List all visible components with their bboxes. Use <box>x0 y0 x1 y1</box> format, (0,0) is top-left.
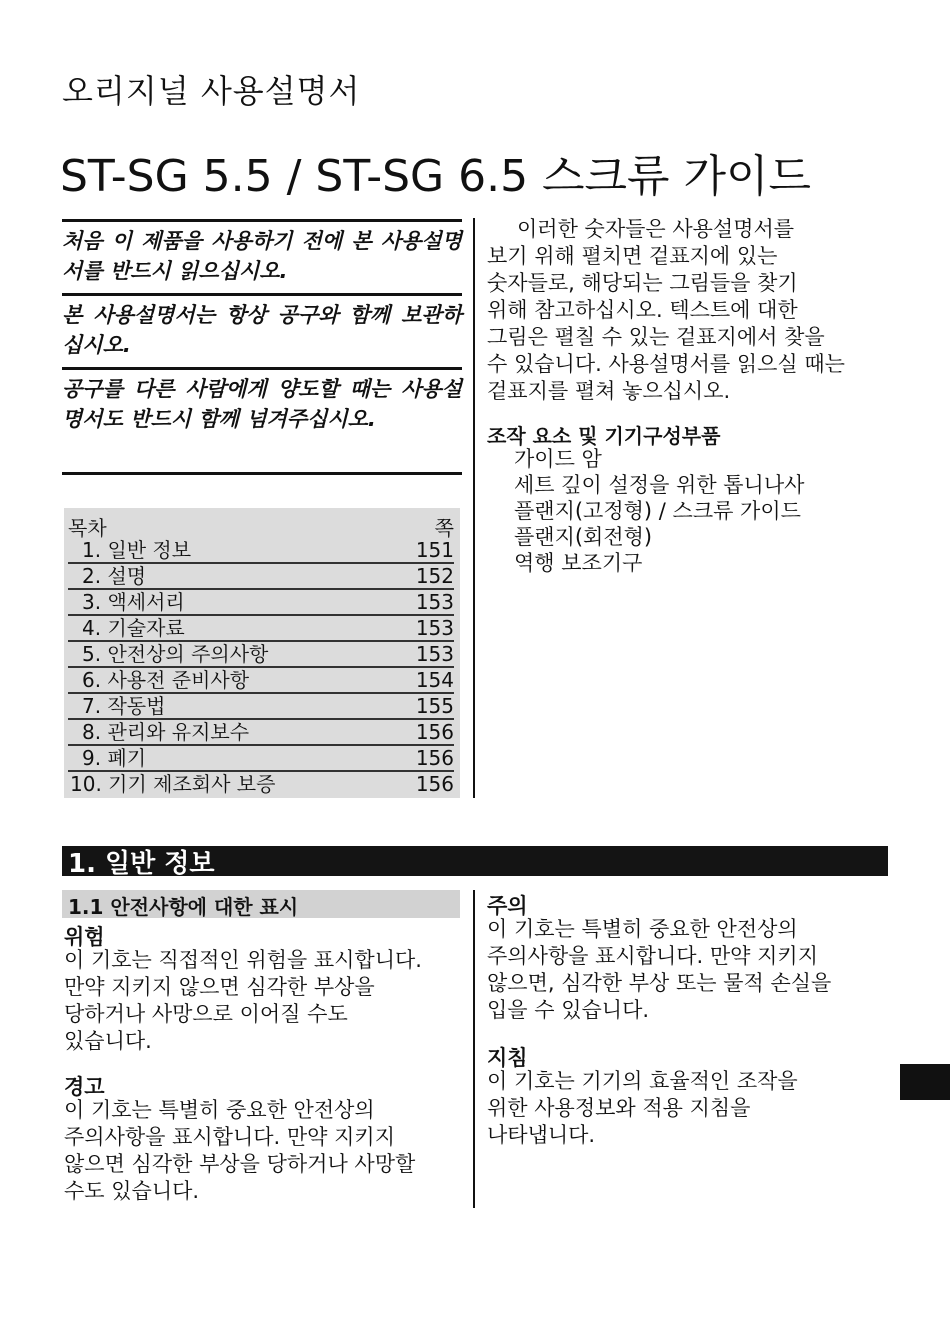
text-line: 주의사항을 표시합니다. 만약 지키지 <box>64 1125 395 1149</box>
notice-hand-over: 공구를 다른 사람에게 양도할 때는 사용설명서도 반드시 함께 넘겨주십시오. <box>62 377 462 431</box>
page-title: ST-SG 5.5 / ST-SG 6.5 스크류 가이드 <box>60 151 812 202</box>
danger-heading: 위험 <box>64 925 105 949</box>
text-line: 수도 있습니다. <box>64 1179 200 1203</box>
intro-line: 수 있습니다. 사용설명서를 읽으실 때는 <box>487 352 845 376</box>
list-item: 세트 깊이 설정을 위한 톱니나사 <box>514 473 805 497</box>
notice-keep-with-tool: 본 사용설명서는 항상 공구와 함께 보관하십시오. <box>62 303 462 357</box>
toc-row-page: 152 <box>415 564 454 588</box>
text-line: 않으면, 심각한 부상 또는 물적 손실을 <box>487 971 832 995</box>
text-line: 만약 지키지 않으면 심각한 부상을 <box>64 975 375 999</box>
divider <box>62 367 462 370</box>
thumb-index-tab <box>900 1064 950 1100</box>
toc-row[interactable] <box>68 564 454 590</box>
column-divider <box>473 890 475 1208</box>
list-item: 플랜지(회전형) <box>514 525 653 549</box>
text-line: 주의사항을 표시합니다. 만약 지키지 <box>487 944 818 968</box>
toc-row-label: 7. 작동법 <box>82 694 166 718</box>
column-divider <box>473 218 475 798</box>
warning-heading: 경고 <box>64 1075 105 1099</box>
notice-read-first: 처음 이 제품을 사용하기 전에 본 사용설명서를 반드시 읽으십시오. <box>62 229 462 283</box>
warning-text <box>64 1097 415 1205</box>
section-title: 1. 일반 정보 <box>68 849 215 879</box>
toc-row-page: 153 <box>415 590 454 614</box>
toc-row-page: 154 <box>415 668 454 692</box>
toc-row[interactable] <box>68 590 454 616</box>
toc-row-label: 1. 일반 정보 <box>82 538 192 562</box>
divider <box>62 472 462 475</box>
intro-line: 위해 참고하십시오. 텍스트에 대한 <box>487 298 798 322</box>
text-line: 이 기호는 직접적인 위험을 표시합니다. <box>64 948 422 972</box>
toc-row[interactable] <box>68 746 454 772</box>
toc-row-page: 156 <box>415 720 454 744</box>
intro-line: 숫자들로, 해당되는 그림들을 찾기 <box>487 271 798 295</box>
intro-line: 이러한 숫자들은 사용설명서를 <box>517 217 795 241</box>
intro-paragraph <box>487 216 845 405</box>
toc-header <box>68 512 454 541</box>
manual-subtitle: 오리지널 사용설명서 <box>62 72 361 110</box>
text-line: 있습니다. <box>64 1029 152 1053</box>
text-line: 입을 수 있습니다. <box>487 998 650 1022</box>
note-text <box>487 1068 798 1149</box>
danger-text <box>64 947 422 1055</box>
toc-row-label: 6. 사용전 준비사항 <box>82 668 250 692</box>
text-line: 위한 사용정보와 적용 지침을 <box>487 1096 751 1120</box>
toc-page-label: 쪽 <box>434 516 454 540</box>
components-heading: 조작 요소 및 기기구성부품 <box>487 424 721 448</box>
text-line: 않으면 심각한 부상을 당하거나 사망할 <box>64 1152 416 1176</box>
subsection-title: 1.1 안전사항에 대한 표시 <box>68 895 299 919</box>
toc-label: 목차 <box>68 516 107 540</box>
intro-line: 그림은 펼칠 수 있는 겉표지에서 찾을 <box>487 325 825 349</box>
list-item: 가이드 암 <box>514 447 602 471</box>
toc-row-label: 2. 설명 <box>82 564 147 588</box>
toc-row[interactable] <box>68 616 454 642</box>
toc-row[interactable] <box>68 772 454 798</box>
toc-row-page: 151 <box>415 538 454 562</box>
caution-heading: 주의 <box>487 894 528 918</box>
intro-line: 보기 위해 펼치면 겉표지에 있는 <box>487 244 778 268</box>
list-item: 역행 보조기구 <box>514 551 643 575</box>
toc-row[interactable] <box>68 720 454 746</box>
toc-row-label: 9. 폐기 <box>82 746 147 770</box>
toc-row[interactable] <box>68 668 454 694</box>
toc-row-label: 5. 안전상의 주의사항 <box>82 642 269 666</box>
divider <box>62 293 462 296</box>
toc-row-label: 4. 기술자료 <box>82 616 185 640</box>
text-line: 이 기호는 특별히 중요한 안전상의 <box>64 1098 375 1122</box>
caution-text <box>487 916 831 1024</box>
toc-row-page: 156 <box>415 772 454 796</box>
toc-row-label: 8. 관리와 유지보수 <box>82 720 250 744</box>
text-line: 이 기호는 특별히 중요한 안전상의 <box>487 917 798 941</box>
toc-row-label: 10. 기기 제조회사 보증 <box>70 772 276 796</box>
intro-line: 겉표지를 펼쳐 놓으십시오. <box>487 379 731 403</box>
text-line: 나타냅니다. <box>487 1123 596 1147</box>
note-heading: 지침 <box>487 1046 528 1070</box>
text-line: 당하거나 사망으로 이어질 수도 <box>64 1002 348 1026</box>
components-list <box>514 446 804 576</box>
toc-row[interactable] <box>68 694 454 720</box>
list-item: 플랜지(고정형) / 스크류 가이드 <box>514 499 801 523</box>
toc-row[interactable] <box>68 642 454 668</box>
divider <box>62 219 462 222</box>
toc-row-page: 153 <box>415 616 454 640</box>
toc-row[interactable] <box>68 538 454 564</box>
toc-row-page: 156 <box>415 746 454 770</box>
text-line: 이 기호는 기기의 효율적인 조작을 <box>487 1069 798 1093</box>
toc-row-page: 155 <box>415 694 454 718</box>
toc-row-page: 153 <box>415 642 454 666</box>
toc-row-label: 3. 액세서리 <box>82 590 185 614</box>
